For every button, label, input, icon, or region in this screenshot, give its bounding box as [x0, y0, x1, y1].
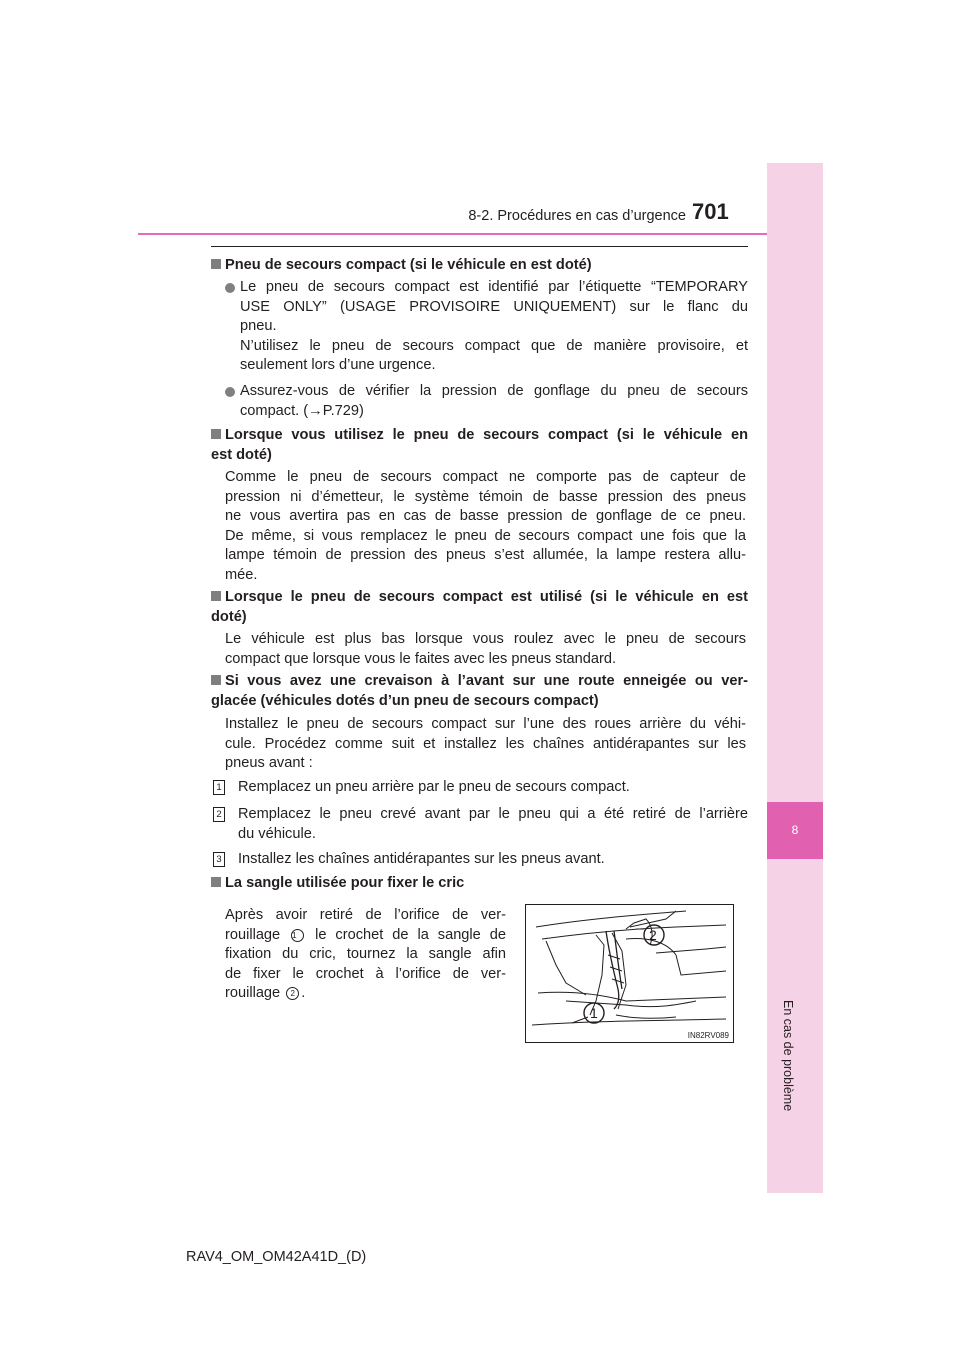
heading-jack-strap	[211, 874, 748, 894]
jack-strap-drawing	[526, 905, 733, 1042]
step-3	[211, 850, 748, 870]
heading-text: Pneu de secours compact (si le véhicule en est doté)	[225, 257, 592, 273]
figure-code: IN82RV089	[687, 1031, 729, 1040]
text-line: Comme le pneu de secours compact ne comporte pas de capteur de	[225, 469, 746, 485]
figure-label-2: 2	[649, 927, 657, 943]
text-line: Après avoir retiré de l’orifice de ver-	[225, 907, 506, 923]
text-line: cule. Procédez comme suit et installez les chaînes antidérapantes sur les	[225, 735, 746, 752]
text-line: N’utilisez le pneu de secours compact que de manière provisoire, et	[240, 337, 748, 354]
square-bullet-icon	[211, 429, 221, 439]
heading-line: est doté)	[211, 446, 272, 463]
text-line: Remplacez un pneu arrière par le pneu de secours compact.	[238, 779, 630, 795]
text-line: pression ni d’émetteur, le système témoin de basse pression des pneus	[225, 488, 746, 505]
round-bullet-icon	[225, 283, 235, 293]
heading-line	[211, 426, 748, 446]
paragraph-install-spare	[225, 715, 746, 774]
chapter-title: En cas de problème	[781, 1000, 795, 1112]
heading-text: La sangle utilisée pour fixer le cric	[225, 875, 465, 891]
heading-front-puncture	[211, 672, 748, 711]
square-bullet-icon	[211, 259, 221, 269]
bullet-item-pressure	[225, 382, 748, 421]
paragraph-tpms	[225, 468, 746, 586]
heading-spare-in-use	[211, 588, 748, 627]
text-line: du véhicule.	[238, 825, 316, 842]
text-line: de fixer le crochet à l’orifice de ver-	[225, 965, 506, 982]
round-bullet-icon	[225, 387, 235, 397]
heading-using-spare	[211, 426, 748, 465]
section-title: 8-2. Procédures en cas d’urgence	[468, 208, 686, 224]
text-line: mée.	[225, 566, 258, 583]
header-rule	[138, 233, 822, 235]
chapter-number: 8	[791, 823, 799, 837]
content-top-rule	[211, 246, 748, 247]
figure-label-1: 1	[590, 1005, 598, 1021]
text-fragment: compact. (	[240, 402, 309, 419]
text-line: lampe témoin de pression des pneus s’est allumée, la lampe restera allu-	[225, 547, 746, 564]
text-line: compact que lorsque vous le faites avec les pneus standard.	[225, 650, 617, 667]
document-code: RAV4_OM_OM42A41D_(D)	[186, 1249, 367, 1265]
callout-marker-2: 2	[286, 987, 299, 1000]
square-bullet-icon	[211, 591, 221, 601]
jack-strap-illustration	[525, 904, 734, 1043]
step-number-box: 3	[213, 852, 225, 867]
text-line	[225, 984, 506, 1004]
callout-marker-1: 1	[291, 929, 304, 942]
step-2	[211, 805, 748, 844]
text-line: fixation du cric, tournez la sangle afin	[225, 946, 506, 963]
text-line: Le pneu de secours compact est identifié par l’étiquette “TEMPORARY	[240, 279, 748, 295]
text-line: De même, si vous remplacez le pneu de secours compact une fois que la	[225, 527, 746, 544]
text-fragment: rouillage	[225, 926, 281, 943]
text-line: Assurez-vous de vérifier la pression de gonflage du pneu de secours	[240, 383, 748, 399]
text-line: seulement lors d’une urgence.	[240, 357, 436, 374]
arrow-icon: →	[308, 402, 323, 419]
paragraph-lower-vehicle	[225, 630, 746, 669]
heading-text: Lorsque vous utilisez le pneu de secours compact (si le véhicule en	[225, 427, 748, 443]
text-line	[240, 402, 748, 422]
text-line: Installez le pneu de secours compact sur l’une des roues arrière du véhi-	[225, 716, 746, 732]
text-line: ne vous avertira pas en cas de basse pression de gonflage de ce pneu.	[225, 508, 746, 525]
text-line: Installez les chaînes antidérapantes sur les pneus avant.	[238, 851, 605, 867]
page-reference: P.729)	[322, 402, 364, 419]
paragraph-jack-strap	[225, 906, 506, 1004]
step-number-box: 1	[213, 780, 225, 795]
heading-line: glacée (véhicules dotés d’un pneu de secours compact)	[211, 692, 599, 709]
heading-text: Lorsque le pneu de secours compact est utilisé (si le véhicule en est	[225, 589, 748, 605]
text-line: Le véhicule est plus bas lorsque vous roulez avec le pneu de secours	[225, 631, 746, 647]
heading-text: Si vous avez une crevaison à l’avant sur une route enneigée ou ver-	[225, 673, 748, 689]
page-number: 701	[692, 199, 729, 224]
text-fragment: le crochet de la sangle de	[315, 926, 506, 943]
heading-line	[211, 588, 748, 608]
text-fragment: rouillage	[225, 985, 281, 1002]
heading-line: doté)	[211, 608, 247, 625]
text-line	[225, 926, 506, 946]
square-bullet-icon	[211, 675, 221, 685]
step-1	[211, 778, 748, 798]
step-number-box: 2	[213, 807, 225, 822]
text-line: Remplacez le pneu crevé avant par le pneu qui a été retiré de l’arrière	[238, 806, 748, 822]
square-bullet-icon	[211, 877, 221, 887]
heading-line	[211, 672, 748, 692]
chapter-side-tab	[767, 163, 823, 1193]
text-fragment: .	[301, 985, 306, 1002]
heading-compact-spare	[211, 256, 748, 276]
text-line: pneu.	[240, 318, 277, 335]
text-line: pneus avant :	[225, 755, 313, 772]
bullet-item-label	[225, 278, 748, 376]
text-line: USE ONLY” (USAGE PROVISOIRE UNIQUEMENT) sur le flanc du	[240, 298, 748, 315]
